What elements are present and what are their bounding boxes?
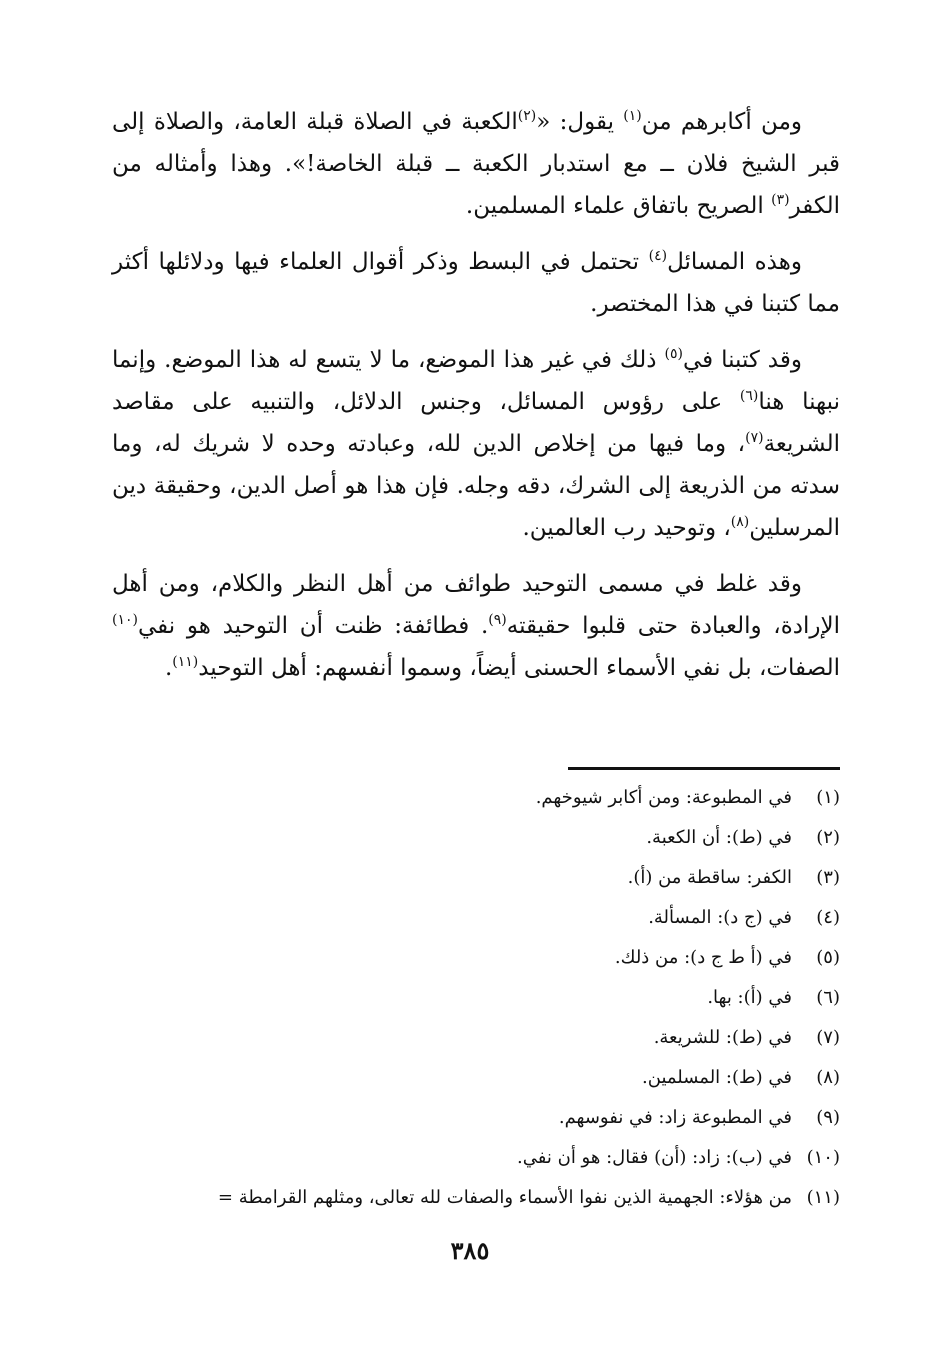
footnote-marker: (٣): [771, 192, 790, 208]
footnote-number: (٥): [816, 947, 840, 968]
paragraph-text: على رؤوس المسائل، وجنس الدلائل، والتنبيه على مقاصد الشريعة: [112, 389, 840, 457]
footnote-item: [100, 898, 840, 938]
footnote-marker: (١٠): [112, 612, 138, 628]
footnote-marker: (٢): [517, 108, 537, 124]
paragraph: [112, 101, 840, 227]
footnote-marker: (١١): [172, 654, 199, 670]
footnote-number: (٩): [816, 1107, 840, 1128]
footnote-item: [100, 1098, 840, 1138]
footnote-number: (٧): [816, 1027, 840, 1048]
footnotes-list: [100, 778, 840, 1218]
paragraph-text: ذلك في غير هذا الموضع، ما لا يتسع له هذا الموضع. وإنما نبهنا هنا: [112, 347, 841, 415]
footnote-text: في (ط): للشريعة.: [653, 1027, 792, 1048]
footnote-text: في المطبوعة: ومن أكابر شيوخهم.: [535, 787, 792, 808]
paragraph-text: تحتمل في البسط وذكر أقوال العلماء فيها ودلائلها أكثر مما كتبنا في هذا المختصر.: [112, 249, 840, 317]
main-text: [112, 101, 840, 689]
paragraph-text: ومن أكابرهم من: [641, 109, 802, 135]
paragraph: [112, 563, 840, 689]
footnote-item: [100, 1138, 840, 1178]
paragraph-text: الكعبة في الصلاة قبلة العامة، والصلاة إلى قبر الشيخ فلان ــ مع استدبار الكعبة ــ قبلة الخاصة!». وهذا وأمثاله من الكفر: [112, 109, 840, 219]
footnote-item: [100, 938, 840, 978]
footnote-marker: (٥): [664, 346, 683, 362]
paragraph: [112, 241, 840, 325]
paragraph-text: وقد غلط في مسمى التوحيد طوائف من أهل النظر والكلام، ومن أهل الإرادة، والعبادة حتى قلبوا حقيقته: [112, 571, 840, 639]
paragraph-text: وقد كتبنا في: [682, 347, 802, 373]
paragraph-text: يقول: «: [536, 109, 624, 135]
footnote-text: في المطبوعة زاد: في نفوسهم.: [558, 1107, 792, 1128]
paragraph: [112, 339, 840, 549]
footnote-marker: (٩): [488, 612, 507, 628]
footnote-text: في (ط): أن الكعبة.: [646, 827, 792, 848]
footnote-item: [100, 1018, 840, 1058]
footnote-text: في (ج د): المسألة.: [648, 907, 792, 928]
footnote-text: في (ط): المسلمين.: [642, 1067, 792, 1088]
footnote-item: [100, 778, 840, 818]
paragraph-text: ، وتوحيد رب العالمين.: [522, 515, 731, 541]
paragraph-text: . فطائفة: ظنت أن التوحيد هو نفي: [137, 613, 489, 639]
footnote-number: (٤): [816, 907, 840, 928]
footnote-number: (١١): [806, 1187, 840, 1208]
paragraph-text: الصفات، بل نفي الأسماء الحسنى أيضاً، وسموا أنفسهم: أهل التوحيد: [198, 655, 840, 681]
footnote-marker: (١): [623, 108, 642, 124]
footnote-text: الكفر: ساقطة من (أ).: [627, 867, 792, 888]
footnote-item: [100, 978, 840, 1018]
paragraph-text: وهذه المسائل: [667, 249, 802, 275]
footnote-item: [100, 1178, 840, 1218]
page-number: ٣٨٥: [450, 1236, 490, 1265]
footnote-number: (١): [816, 787, 840, 808]
footnote-text: في (أ): بها.: [707, 987, 792, 1008]
footnote-text: من هؤلاء: الجهمية الذين نفوا الأسماء والصفات لله تعالى، ومثلهم القرامطة =: [217, 1187, 792, 1208]
footnote-number: (٨): [816, 1067, 840, 1088]
footnote-divider: [568, 767, 840, 770]
footnote-marker: (٧): [745, 430, 764, 446]
footnote-item: [100, 858, 840, 898]
footnote-number: (٣): [816, 867, 840, 888]
footnote-item: [100, 1058, 840, 1098]
footnote-text: في (أ ط ج د): من ذلك.: [614, 947, 792, 968]
footnote-marker: (٨): [730, 514, 750, 530]
footnote-number: (٦): [816, 987, 840, 1008]
footnote-text: في (ب): زاد: (أن) فقال: هو أن نفي.: [517, 1147, 792, 1168]
footnote-item: [100, 818, 840, 858]
footnote-number: (١٠): [806, 1147, 840, 1168]
footnote-number: (٢): [816, 827, 840, 848]
paragraph-text: الصريح باتفاق علماء المسلمين.: [465, 193, 772, 219]
footnote-marker: (٤): [648, 248, 668, 264]
paragraph-text: .: [164, 655, 173, 681]
footnote-marker: (٦): [739, 388, 759, 404]
paragraph-text: ، وما فيها من إخلاص الدين لله، وعبادته وحده لا شريك له، وما سدته من الذريعة إلى الشرك، دقه وجله. فإن هذا هو أصل الدين، وحقيقة دين المرسلين: [112, 431, 840, 541]
